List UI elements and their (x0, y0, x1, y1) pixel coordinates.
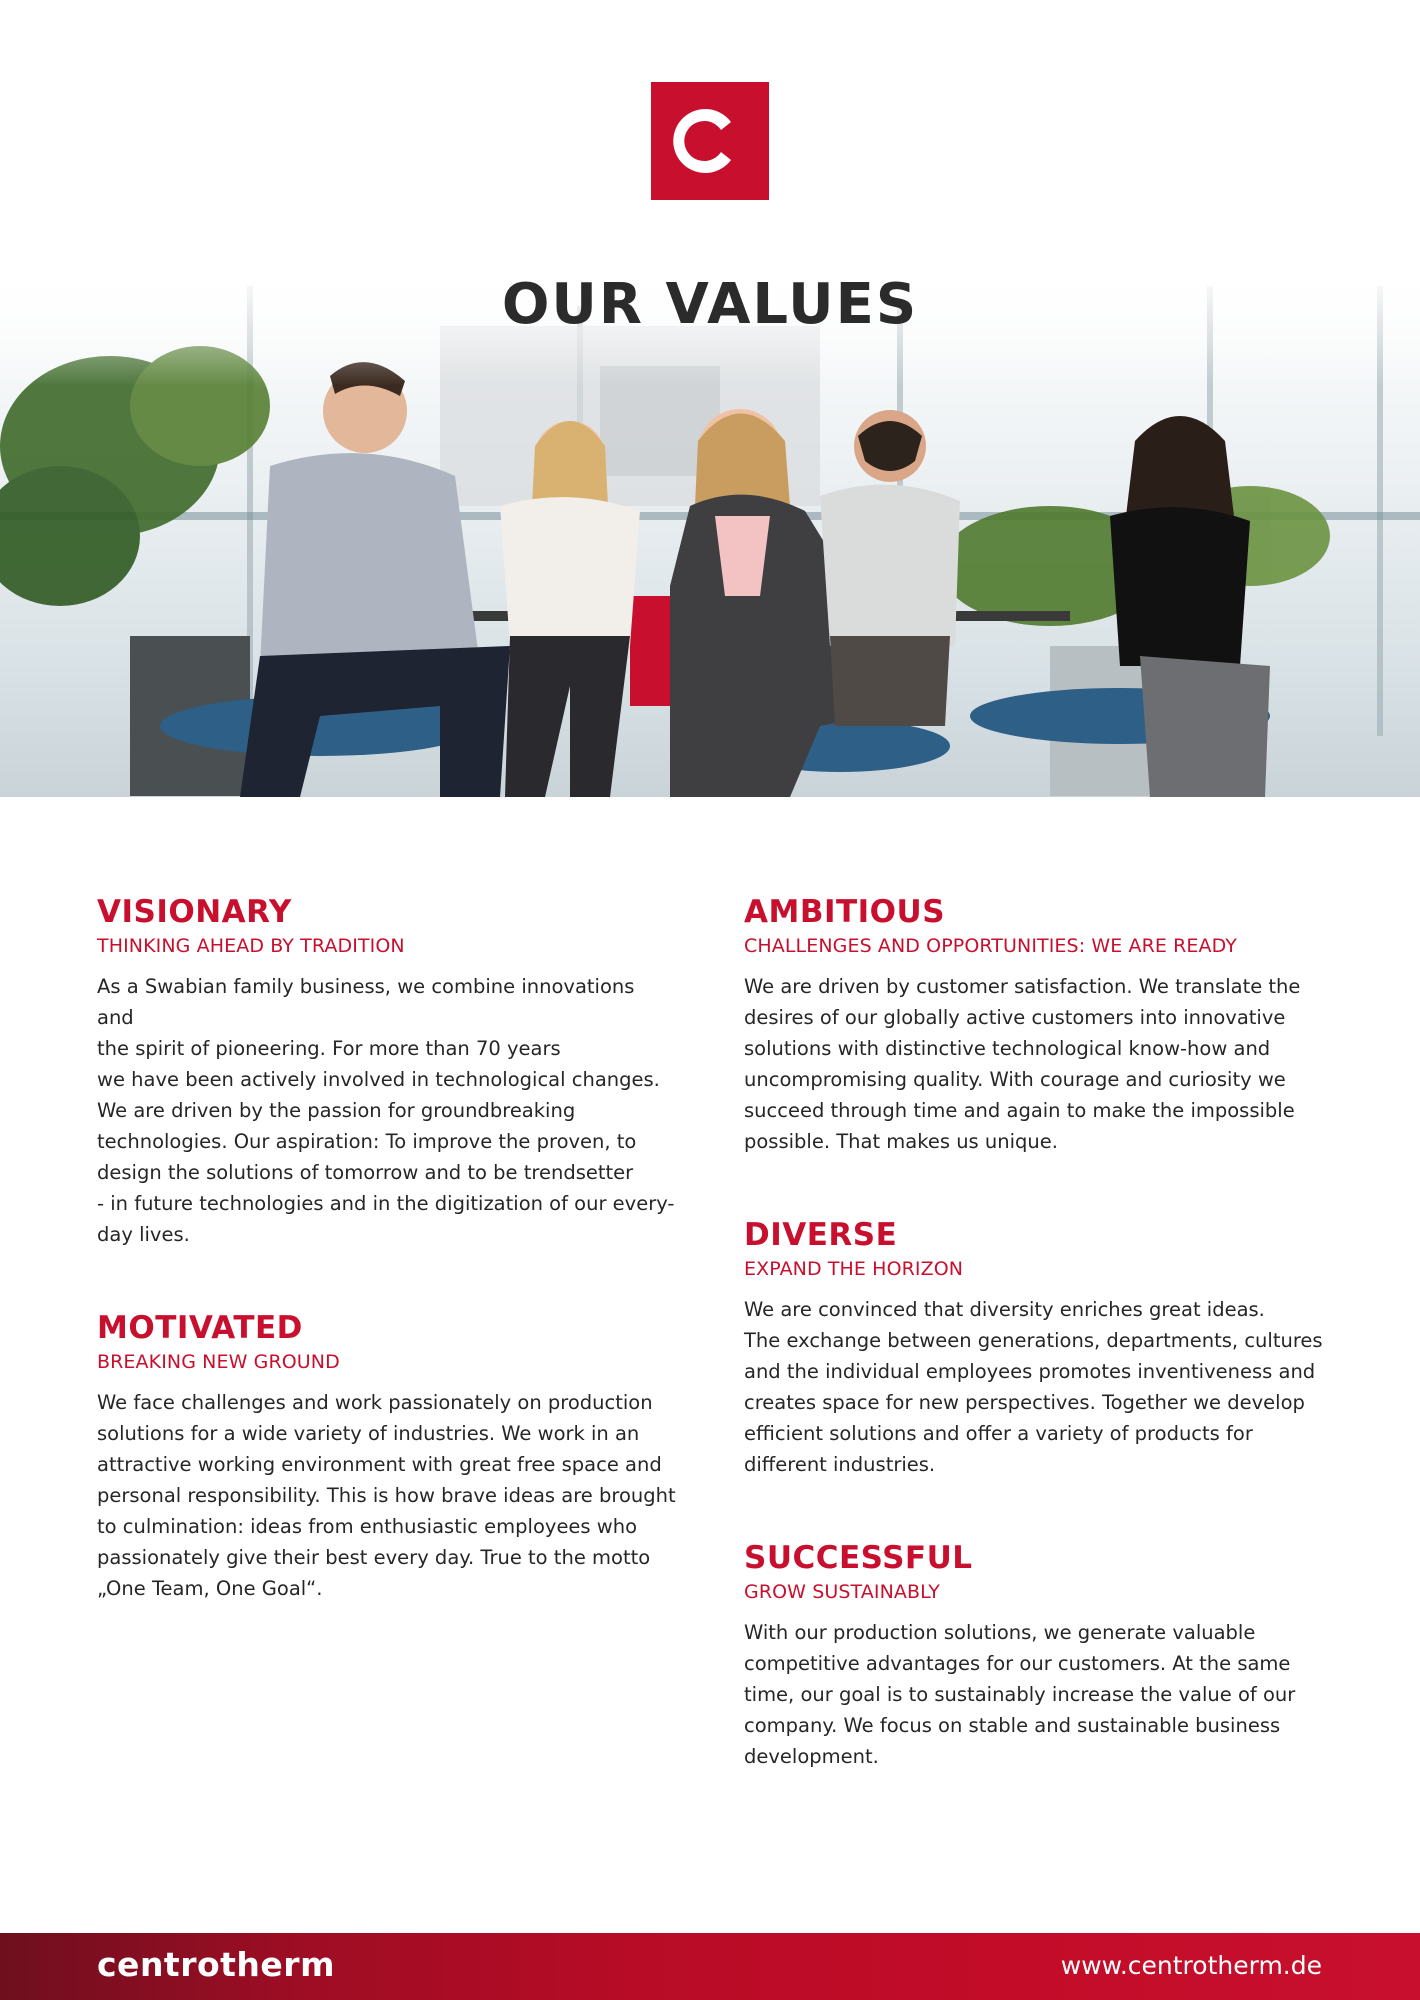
footer-bar (0, 1933, 1420, 2000)
value-subtitle: THINKING AHEAD BY TRADITION (97, 935, 405, 957)
value-diverse (744, 1216, 1324, 1480)
value-title: DIVERSE (744, 1217, 898, 1253)
value-subtitle: GROW SUSTAINABLY (744, 1581, 940, 1603)
value-subtitle: BREAKING NEW GROUND (97, 1351, 340, 1373)
hero-team-photo (0, 266, 1420, 797)
footer-website-link[interactable]: www.centrotherm.de (1060, 1951, 1322, 1980)
value-title: VISIONARY (97, 894, 292, 930)
value-description: With our production solutions, we generate valuable competitive advantages for our customers. At the same time, our goal is to sustainably increase the value of our company. We focus on stable and sustainable business development. (744, 1621, 1296, 1768)
value-description: We face challenges and work passionately on production solutions for a wide variety of industries. We work in an attractive working environment with great free space and personal responsibility. This is how brave ideas are brought to culmination: ideas from enthusiastic employees who passionately give their best every day. True to the motto „One Team, One Goal“. (97, 1391, 676, 1600)
value-title: AMBITIOUS (744, 894, 946, 930)
value-title: MOTIVATED (97, 1310, 303, 1346)
team-photo-illustration (0, 266, 1420, 797)
values-column-left (97, 893, 677, 1663)
value-description: We are convinced that diversity enriches great ideas. The exchange between generations, departments, cultures and the individual employees promotes inventiveness and creates space for new perspectives. Together we develop efficient solutions and offer a variety of products for different industries. (744, 1298, 1323, 1476)
value-successful (744, 1539, 1324, 1772)
value-title: SUCCESSFUL (744, 1540, 973, 1576)
value-visionary (97, 893, 677, 1250)
value-subtitle: CHALLENGES AND OPPORTUNITIES: WE ARE READY (744, 935, 1238, 957)
value-description: As a Swabian family business, we combine innovations and the spirit of pioneering. For more than 70 years we have been actively involved in technological changes. We are driven by the passion for groundbreaking technologies. Our aspiration: To improve the proven, to design the solutions of tomorrow and to be trendsetter - in future technologies and in the digitization of our every- day lives. (97, 975, 675, 1246)
values-column-right (744, 893, 1324, 1831)
value-subtitle: EXPAND THE HORIZON (744, 1258, 964, 1280)
value-ambitious (744, 893, 1324, 1157)
value-description: We are driven by customer satisfaction. We translate the desires of our globally active customers into innovative solutions with distinctive technological know-how and uncompromising quality. With courage and curiosity we succeed through time and again to make the impossible possible. That makes us unique. (744, 975, 1301, 1153)
company-logo[interactable] (651, 82, 769, 200)
value-motivated (97, 1309, 677, 1604)
page-title: OUR VALUES (501, 272, 919, 337)
footer-brand: centrotherm (97, 1945, 335, 1984)
centrotherm-c-logo-icon (651, 82, 769, 200)
